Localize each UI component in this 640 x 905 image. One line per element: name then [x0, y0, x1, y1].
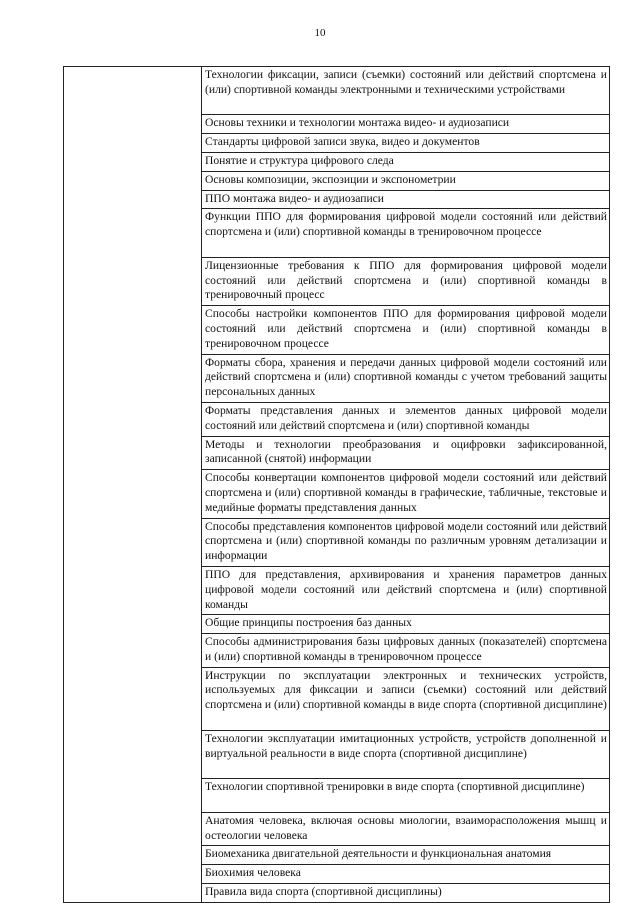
- knowledge-item-text: Основы композиции, экспозиции и экспонометрии: [205, 172, 456, 186]
- knowledge-item-text: Технологии спортивной тренировки в виде спорта (спортивной дисциплине): [205, 780, 585, 794]
- knowledge-item-text: Форматы представления данных и элементов данных цифровой модели состояний или действий спортсмена и (или) спортивной команды: [205, 403, 607, 432]
- knowledge-item-text: Основы техники и технологии монтажа видео- и аудиозаписи: [205, 116, 510, 130]
- knowledge-item-text: Способы администрирования базы цифровых данных (показателей) спортсмена и (или) спортивной команды в тренировочном процессе: [205, 635, 607, 663]
- left-column-cell: [64, 67, 202, 903]
- table-body: [64, 67, 610, 903]
- knowledge-item-cell: [202, 779, 610, 813]
- knowledge-item-text: Методы и технологии преобразования и оцифровки зафиксированной, записанной (снятой) информации: [205, 437, 607, 466]
- knowledge-item-cell: [202, 884, 610, 903]
- knowledge-item-text: Правила вида спорта (спортивной дисциплины): [205, 885, 442, 899]
- knowledge-item-cell: [202, 306, 610, 354]
- knowledge-item-cell: [202, 812, 610, 846]
- knowledge-item-text: Инструкции по эксплуатации электронных и технических устройств, используемых для фиксации и записи (съемки) состояний или действий спортсмена и (или) спортивной команды в виде спорта (спортивной дисциплине): [205, 668, 607, 712]
- knowledge-item-cell: [202, 115, 610, 134]
- knowledge-item-text: Форматы сбора, хранения и передачи данных цифровой модели состояний или действий спортсмена и (или) спортивной команды с учетом требований защиты персональных данных: [205, 355, 607, 399]
- knowledge-item-text: Технологии эксплуатации имитационных устройств, устройств дополненной и виртуальной реальности в виде спорта (спортивной дисциплине): [205, 731, 607, 760]
- knowledge-item-text: Общие принципы построения баз данных: [205, 616, 412, 630]
- knowledge-item-cell: [202, 171, 610, 190]
- knowledge-item-cell: [202, 436, 610, 470]
- knowledge-item-cell: [202, 730, 610, 778]
- knowledge-item-cell: [202, 615, 610, 634]
- knowledge-item-cell: [202, 865, 610, 884]
- knowledge-item-cell: [202, 667, 610, 730]
- knowledge-item-text: Биомеханика двигательной деятельности и функциональная анатомия: [205, 847, 552, 861]
- knowledge-item-text: Анатомия человека, включая основы миологии, взаиморасположения мышц и остеологии человека: [205, 813, 607, 842]
- knowledge-item-text: Биохимия человека: [205, 866, 301, 880]
- knowledge-item-text: Функции ППО для формирования цифровой модели состояний или действий спортсмена и (или) спортивной команды в тренировочном процессе: [205, 210, 607, 239]
- knowledge-item-cell: [202, 134, 610, 153]
- knowledge-item-cell: [202, 354, 610, 402]
- knowledge-item-text: Способы представления компонентов цифровой модели состояний или действий спортсмена и (или) спортивной команды по различным уровням детализации и информации: [205, 519, 607, 563]
- knowledge-item-cell: [202, 190, 610, 209]
- knowledge-item-cell: [202, 846, 610, 865]
- knowledge-item-text: Стандарты цифровой записи звука, видео и документов: [205, 135, 480, 149]
- knowledge-item-text: Способы настройки компонентов ППО для формирования цифровой модели состояний или действий спортсмена и (или) спортивной команды в тренировочном процессе: [205, 307, 607, 350]
- knowledge-item-text: Понятие и структура цифрового следа: [205, 153, 394, 167]
- requirements-table: [63, 66, 610, 903]
- knowledge-item-cell: [202, 152, 610, 171]
- knowledge-item-cell: [202, 566, 610, 614]
- knowledge-item-text: Способы конвертации компонентов цифровой модели состояний или действий спортсмена и (или) спортивной команды в графические, табличные, текстовые и медийные форматы представления данных: [205, 471, 607, 514]
- knowledge-item-text: Лицензионные требования к ППО для формирования цифровой модели состояний или действий спортсмена и (или) спортивной команды в тренировочный процесс: [205, 258, 607, 302]
- knowledge-item-cell: [202, 257, 610, 305]
- table-row: [64, 67, 610, 115]
- knowledge-item-text: ППО монтажа видео- и аудиозаписи: [205, 191, 385, 205]
- knowledge-item-cell: [202, 209, 610, 257]
- knowledge-item-cell: [202, 518, 610, 566]
- knowledge-item-cell: [202, 67, 610, 115]
- knowledge-item-text: ППО для представления, архивирования и хранения параметров данных цифровой модели состояний или действий спортсмена и (или) спортивной команды: [205, 567, 607, 611]
- knowledge-item-cell: [202, 470, 610, 518]
- knowledge-item-cell: [202, 634, 610, 668]
- page-number: 10: [314, 27, 326, 39]
- knowledge-item-cell: [202, 402, 610, 436]
- knowledge-item-text: Технологии фиксации, записи (съемки) состояний или действий спортсмена и (или) спортивной команды электронными и техническими устройствами: [205, 68, 607, 96]
